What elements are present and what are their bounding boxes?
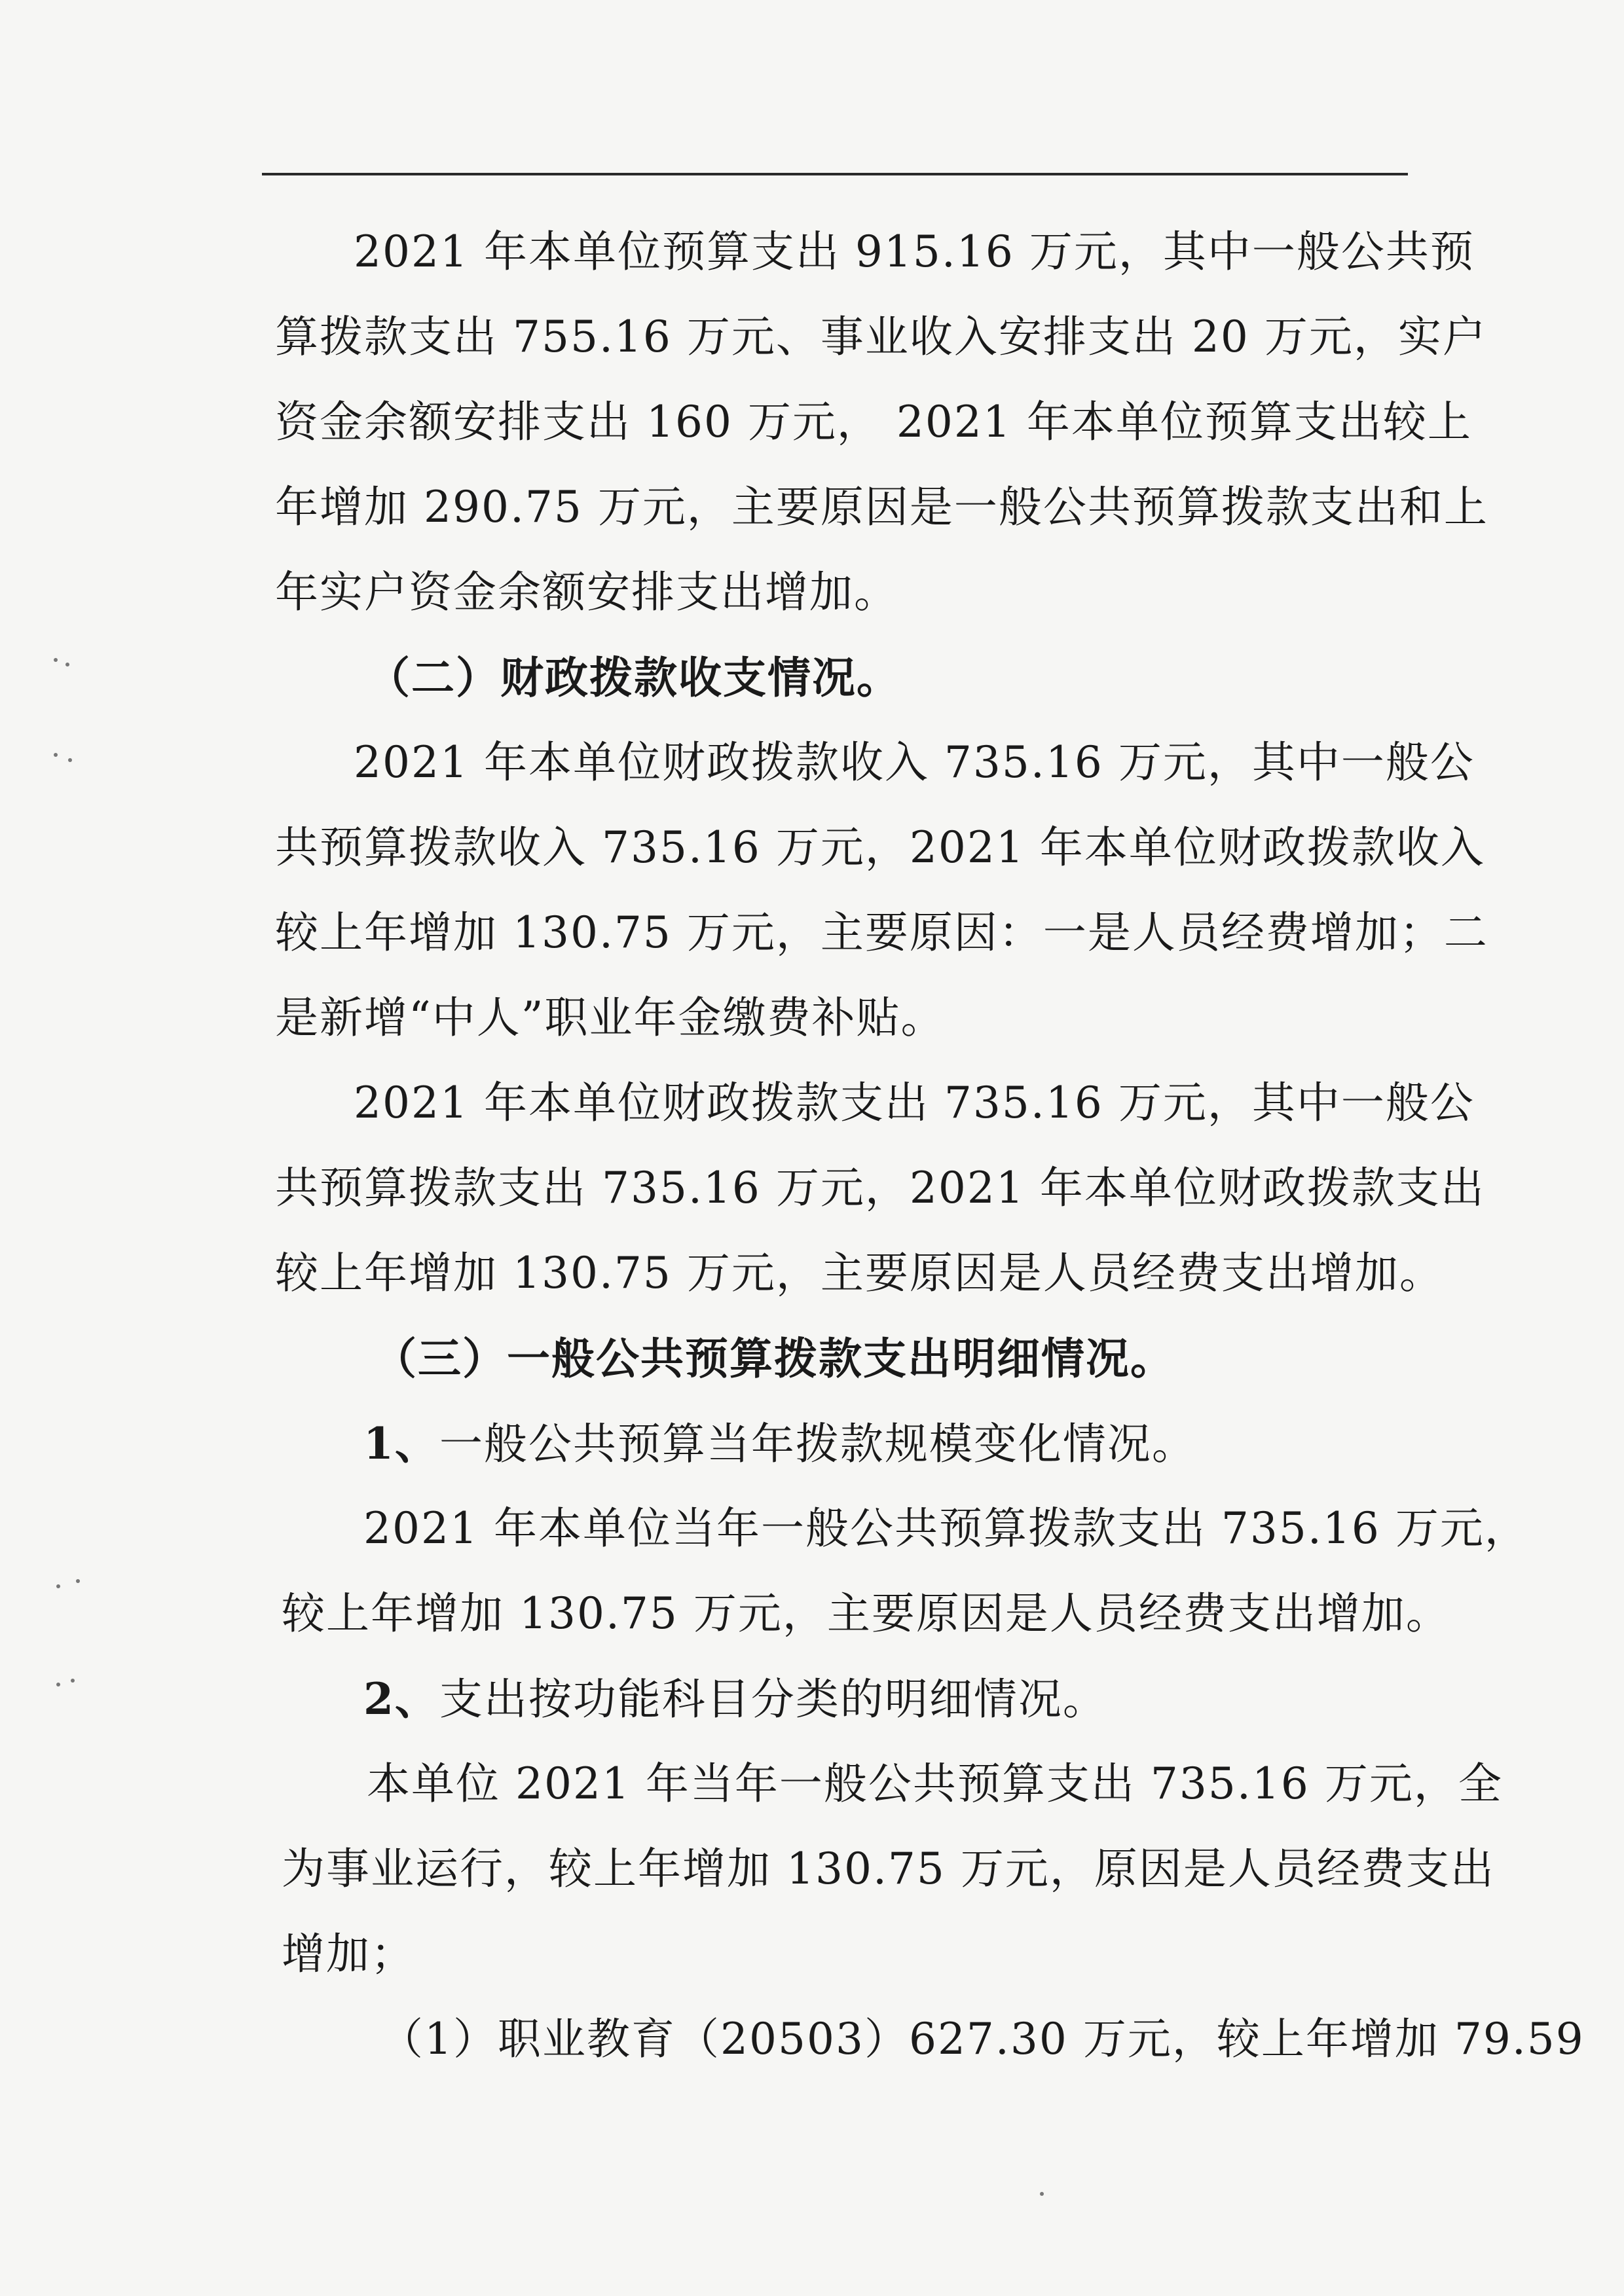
sub-heading-number: 2、: [363, 1673, 439, 1724]
text-line: 共预算拨款收入 735.16 万元，2021 年本单位财政拨款收入: [275, 822, 1485, 873]
scan-speck: [54, 753, 58, 757]
section-heading: （三）一般公共预算拨款支出明细情况。: [373, 1333, 1175, 1384]
section-heading: （二）财政拨款收支情况。: [367, 652, 901, 703]
scan-speck: [71, 1679, 75, 1683]
text-line: 2021 年本单位财政拨款收入 735.16 万元，其中一般公: [354, 737, 1475, 788]
sub-heading: [363, 1417, 1424, 1470]
scan-speck: [76, 1579, 80, 1583]
sub-heading: [363, 1673, 1424, 1726]
text-line: 较上年增加 130.75 万元，主要原因：一是人员经费增加；二: [275, 907, 1488, 958]
text-line: 是新增“中人”职业年金缴费补贴。: [275, 993, 946, 1043]
scan-speck: [68, 758, 72, 762]
text-line: 较上年增加 130.75 万元，主要原因是人员经费支出增加。: [275, 1248, 1444, 1298]
sub-heading-number: 1、: [363, 1418, 439, 1469]
text-line: 共预算拨款支出 735.16 万元，2021 年本单位财政拨款支出: [275, 1163, 1485, 1213]
text-line: 2021 年本单位预算支出 915.16 万元，其中一般公共预: [354, 227, 1475, 277]
text-line: 为事业运行，较上年增加 130.75 万元，原因是人员经费支出: [282, 1844, 1495, 1894]
text-line: 2021 年本单位财政拨款支出 735.16 万元，其中一般公: [354, 1078, 1475, 1128]
scan-speck: [1040, 2192, 1044, 2196]
text-line: 本单位 2021 年当年一般公共预算支出 735.16 万元，全: [367, 1758, 1503, 1809]
text-line: 年实户资金余额安排支出增加。: [275, 567, 898, 617]
text-line: 增加；: [282, 1929, 415, 1979]
scan-speck: [65, 663, 69, 666]
header-rule: [262, 173, 1408, 175]
text-line: 资金余额安排支出 160 万元， 2021 年本单位预算支出较上: [275, 397, 1472, 447]
sub-heading-text: 一般公共预算当年拨款规模变化情况。: [439, 1419, 1196, 1469]
text-line: 年增加 290.75 万元，主要原因是一般公共预算拨款支出和上: [275, 482, 1488, 532]
sub-heading-text: 支出按功能科目分类的明细情况。: [439, 1674, 1107, 1724]
scan-speck: [54, 658, 58, 662]
text-line: （1）职业教育（20503）627.30 万元，较上年增加 79.59: [380, 2014, 1585, 2064]
text-line: 算拨款支出 755.16 万元、事业收入安排支出 20 万元，实户: [275, 312, 1487, 362]
scan-speck: [56, 1584, 60, 1588]
scan-speck: [56, 1683, 60, 1686]
text-line: 较上年增加 130.75 万元，主要原因是人员经费支出增加。: [282, 1588, 1450, 1639]
text-line: 2021 年本单位当年一般公共预算拨款支出 735.16 万元，: [363, 1503, 1529, 1554]
